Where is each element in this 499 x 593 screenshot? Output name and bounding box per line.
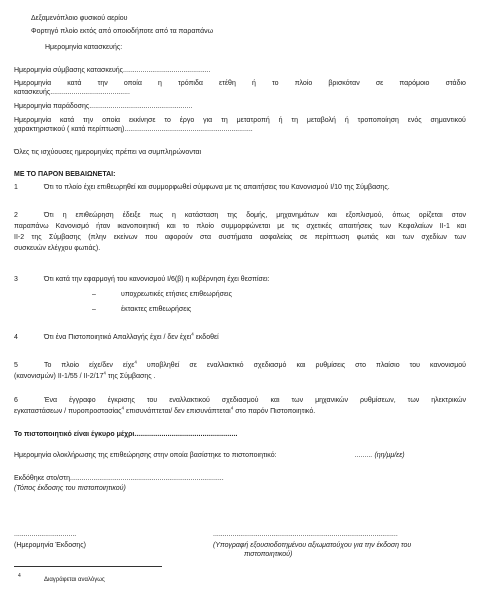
word: την [97,80,108,87]
contract-date-line: Ημερομηνία σύμβασης κατασκευής............................................. [14,67,211,74]
word: ή [251,80,256,87]
item-2-line-2: παραπάνω Κανονισμό ήταν ικανοποιητική και το πλοίο συμμορφώνεται με τις σχετικές απαιτήσεις των Κεφαλαίων ΙΙ-1 και [14,223,466,230]
keel-date-line [14,79,466,88]
item-6-line-1: Ένα έγγραφο έγκρισης του εναλλακτικού σχεδιασμού και των μηχανικών ρυθμίσεων, των ηλεκτρικών [44,397,466,404]
build-date-label: Ημερομηνία κατασκευής: [45,44,123,51]
word: το [164,117,171,124]
word: σε [375,80,384,87]
item-1-text: Ότι το πλοίο έχει επιθεωρηθεί και συμμορφωθεί σύμφωνα με τις απαιτήσεις του Κανονισμού Ι/10 της Σύμβασης. [44,184,390,191]
item-5-line-2: (κανονισμών) $II-1/55 / II-2/17^4$ της Σύμβασης . [14,370,156,380]
word: μετατροπή [236,117,270,124]
word: το [272,80,279,87]
conversion-date-line-2: χαρακτηριστικού ( κατά περίπτωση).................................................................. [14,126,253,133]
issue-date-label: (Ημερομηνία Έκδοσης) [14,542,86,549]
signature-label-2: πιστοποιητικού) [244,551,293,558]
item-5-line-1: Το πλοίο είχε/δεν είχε$^4$ υποβληθεί σε εναλλακτικό σχεδιασμό και ρυθμίσεις στο πλαίσιο του κανονισμού [44,359,467,369]
delivery-date-line: Ημερομηνία παράδοσης..................................................... [14,103,193,110]
item-3-text: Ότι κατά την εφαρμογή του κανονισμού Ι/6(β) η κυβέρνηση έχει θεσπίσει: [44,276,270,283]
word: ή [278,117,283,124]
item-3-number: 3 [14,276,18,283]
word: έργο [179,117,195,124]
word: για [203,117,213,124]
issued-place-note: (Τόπος έκδοσης του πιστοποιητικού) [14,485,126,492]
word: σημαντικού [430,117,466,124]
footnote-rule [14,566,162,567]
word: ή [344,117,349,124]
word: οποία [102,117,121,124]
footnote-ref: 4 [230,405,234,411]
word: ετέθη [219,80,236,87]
word: οποία [123,80,142,87]
word: τροποποίηση [357,117,399,124]
item-4-text: Ότι ένα Πιστοποιητικό Απαλλαγής έχει / δεν έχει$^4$ εκδοθεί [44,331,219,341]
footnote-text: Διαγράφεται αναλόγως [44,577,105,583]
word: την [83,117,94,124]
issued-at-line: Εκδόθηκε στο/στη............................................................................... [14,475,224,482]
word: Ημερομηνία [14,80,52,87]
cargo-ship-option: Φορτηγό πλοίο εκτός από οποιοδήποτε από τα παραπάνω [31,28,214,35]
item-2-line-3: ΙΙ-2 της Σύμβασης (πλην εκείνων που αφορούν στα συστήματα ασφαλείας σε περίπτωση φωτιάς και των σχεδίων των [14,234,466,241]
tanker-option: Δεξαμενόπλοιο φυσικού αερίου [31,15,128,22]
footnote-ref: 4 [191,331,194,337]
completion-date-label: Ημερομηνία ολοκλήρωσης της επιθεώρησης στην οποία βασίστηκε το πιστοποιητικό: [14,452,277,459]
word: παρόμοιο [399,80,430,87]
item-5-number: 5 [14,362,18,369]
word: ενός [407,117,422,124]
item-3-extra-surveys: έκτακτες επιθεωρήσεις [121,306,192,313]
word: πλοίο [294,80,313,87]
item-4-number: 4 [14,334,18,341]
item-3-dash-2: – [92,306,96,313]
footnote-ref: 4 [121,405,125,411]
word: στάδιο [445,80,466,87]
word: βρισκόταν [328,80,360,87]
footnote-ref: 4 [134,359,137,365]
item-3-dash-1: – [92,291,96,298]
word: η [158,80,162,87]
word: κατά [67,80,82,87]
signature-dots: ............................................................................................... [213,531,398,538]
signature-label-1: (Υπογραφή εξουσιοδοτημένου αξιωματούχου για την έκδοση του [213,542,412,549]
conversion-date-line [14,116,466,125]
footnote-ref: 4 [103,370,106,376]
certify-heading: ΜΕ ΤΟ ΠΑΡΟΝ ΒΕΒΑΙΩΝΕΤΑΙ: [14,171,116,178]
valid-until-line: Το πιστοποιητικό είναι έγκυρο μέχρι..................................................... [14,431,238,438]
word: εκκίνησε [128,117,156,124]
all-dates-note: Όλες τις ισχύουσες ημερομηνίες πρέπει να συμπληρώνονται [14,149,202,156]
keel-date-line-2: κατασκευής......................................... [14,89,130,96]
issue-date-dots: ................................ [14,531,77,538]
item-1-number: 1 [14,184,18,191]
item-6-number: 6 [14,397,18,404]
word: τρόπιδα [178,80,203,87]
word: Ημερομηνία [14,117,52,124]
item-2-line-4: συσκευών ελέγχου φωτιάς). [14,245,101,252]
footnote-mark: 4 [18,573,21,579]
word: τη [291,117,299,124]
word: κατά [59,117,75,124]
item-2-line-1: Ότι η επιθεώρηση έδειξε πως η κατάσταση της δομής, μηχανημάτων και εξοπλισμού, όπως ορίζεται στον [44,212,466,219]
item-3-annual-surveys: υποχρεωτικές ετήσιες επιθεωρήσεις [121,291,232,298]
item-2-number: 2 [14,212,18,219]
item-6-line-2: εγκαταστάσεων / πυροπροστασίας$^4$ επισυνάπτεται/ δεν επισυνάπτεται$^4$ στο παρόν Πιστοποιητικό. [14,405,316,415]
word: τη [221,117,228,124]
word: μεταβολή [306,117,336,124]
completion-date-value: ......... (ηη/μμ/εε) [355,452,405,459]
